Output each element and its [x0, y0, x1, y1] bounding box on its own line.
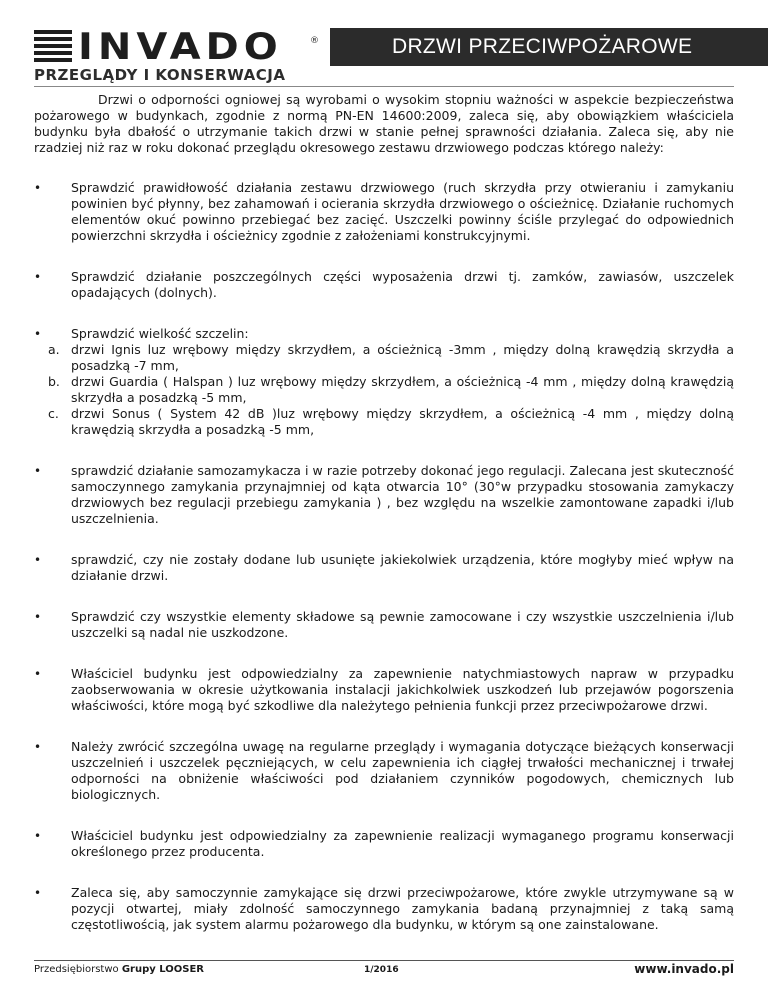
document-body [34, 92, 734, 958]
list-item [34, 326, 734, 438]
list-item [34, 739, 734, 803]
bullet: • [34, 553, 42, 567]
list-item-text: sprawdzić działanie samozamykacza i w razie potrzeby dokonać jego regulacji. Zalecana jest skuteczność samoczynnego zamykania przynajmniej od kąta otwarcia 10° (30°w przypadku stosowania zamykaczy drzwiowych bez regulacji przebiegu zamykania ) , bez względu na wszelkie zamontowane zapadki i/lub uszczelnienia. [71, 463, 734, 526]
sub-text: drzwi Ignis luz wrębowy między skrzydłem, a ościeżnicą -3mm , między dolną krawędzią skrzydła a posadzką -7 mm, [71, 342, 734, 373]
footer-prefix: Przedsiębiorstwo [34, 964, 119, 975]
bullet: • [34, 464, 42, 478]
header [0, 25, 768, 69]
list-item [34, 552, 734, 584]
sub-letter: b. [48, 374, 60, 389]
sub-text: drzwi Sonus ( System 42 dB )luz wrębowy między skrzydłem, a ościeżnicą -4 mm , między dolną krawędzią skrzydła a posadzką -5 mm, [71, 406, 734, 437]
section-title: PRZEGLĄDY I KONSERWACJA [34, 66, 286, 84]
list-item-text: Zaleca się, aby samoczynnie zamykające się drzwi przeciwpożarowe, które zwykle utrzymywane są w pozycji otwartej, miały zdolność samoczynnego zamykania badaną przynajmniej z taką samą częstotliwością, jak system alarmu pożarowego dla budynku, w którym są one zainstalowane. [71, 885, 734, 932]
intro-paragraph: Drzwi o odporności ogniowej są wyrobami o wysokim stopniu ważności w aspekcie bezpieczeństwa pożarowego w budynkach, zgodnie z normą PN-EN 14600:2009, zaleca się, aby obowiązkiem właściciela budynku była dbałość o utrzymanie takich drzwi w stanie pełnej sprawności działania. Zaleca się, aby nie rzadziej niż raz w roku dokonać przeglądu okresowego zestawu drzwiowego podczas którego należy: [34, 92, 734, 155]
website-link[interactable]: www.invado.pl [634, 962, 734, 976]
list-item-text: Sprawdzić prawidłowość działania zestawu drzwiowego (ruch skrzydła przy otwieraniu i zamykaniu powinien być płynny, bez zahamowań i ocierania skrzydła drzwiowego o ościeżnicę. Działanie ruchomych elementów okuć powinno przebiegać bez zacięć. Uszczelki powinny ściśle przylegać do odpowiednich powierzchni skrzydła i ościeżnicy zgodnie z założeniami konstrukcyjnymi. [71, 180, 734, 243]
list-item [34, 463, 734, 527]
list-item [34, 885, 734, 933]
list-item [34, 180, 734, 244]
bullet: • [34, 610, 42, 624]
logo-text: INVADO [78, 25, 283, 69]
bullet: • [34, 740, 42, 754]
banner-title: DRZWI PRZECIWPOŻAROWE [392, 35, 693, 58]
list-item-text: Sprawdzić działanie poszczególnych części wyposażenia drzwi tj. zamków, zawiasów, uszczelek opadających (dolnych). [71, 269, 734, 300]
list-item-text: Sprawdzić wielkość szczelin: [71, 326, 249, 341]
footer-company [34, 964, 204, 975]
list-item-text: Właściciel budynku jest odpowiedzialny za zapewnienie realizacji wymaganego programu konserwacji określonego przez producenta. [71, 828, 734, 859]
bullet: • [34, 829, 42, 843]
bullet: • [34, 886, 42, 900]
list-item-text: Właściciel budynku jest odpowiedzialny za zapewnienie natychmiastowych napraw w przypadku zaobserwowania w okresie użytkowania instalacji jakichkolwiek uszkodzeń lub przejawów pogorszenia właściwości, które mogą być szkodliwe dla należytego pełnienia funkcji przez przeciwpożarowe drzwi. [71, 666, 734, 713]
list-item [34, 609, 734, 641]
gap-item-b [48, 374, 734, 406]
list-item-text: sprawdzić, czy nie zostały dodane lub usunięte jakiekolwiek urządzenia, które mogłyby mieć wpływ na działanie drzwi. [71, 552, 734, 583]
page-number: 1/2016 [364, 965, 399, 975]
footer [34, 960, 734, 981]
list-item-text: Sprawdzić czy wszystkie elementy składowe są pewnie zamocowane i czy wszystkie uszczelnienia i/lub uszczelki są nadal nie uszkodzone. [71, 609, 734, 640]
logo-stripes-icon [34, 30, 72, 62]
list-item [34, 828, 734, 860]
section-divider [34, 86, 734, 87]
sub-letter: a. [48, 342, 60, 357]
sub-text: drzwi Guardia ( Halspan ) luz wrębowy między skrzydłem, a ościeżnicą -4 mm , między dolną krawędzią skrzydła a posadzką -5 mm, [71, 374, 734, 405]
footer-group: Grupy LOOSER [121, 964, 204, 975]
invado-logo [34, 25, 334, 69]
list-item [34, 666, 734, 714]
gap-item-a [48, 342, 734, 374]
registered-mark: ® [310, 36, 319, 46]
bullet: • [34, 327, 42, 341]
bullet: • [34, 270, 42, 284]
sub-letter: c. [48, 406, 59, 421]
list-item-text: Należy zwrócić szczególna uwagę na regularne przeglądy i wymagania dotyczące bieżących konserwacji uszczelnień i uszczelek pęczniejących, w celu zapewnienia ich ciągłej trwałości mechanicznej i trwałej odporności na obniżenie właściwości pod działaniem czynników pogodowych, chemicznych lub biologicznych. [71, 739, 734, 802]
document-banner [330, 28, 768, 66]
gap-item-c [48, 406, 734, 438]
bullet: • [34, 667, 42, 681]
list-item [34, 269, 734, 301]
bullet: • [34, 181, 42, 195]
